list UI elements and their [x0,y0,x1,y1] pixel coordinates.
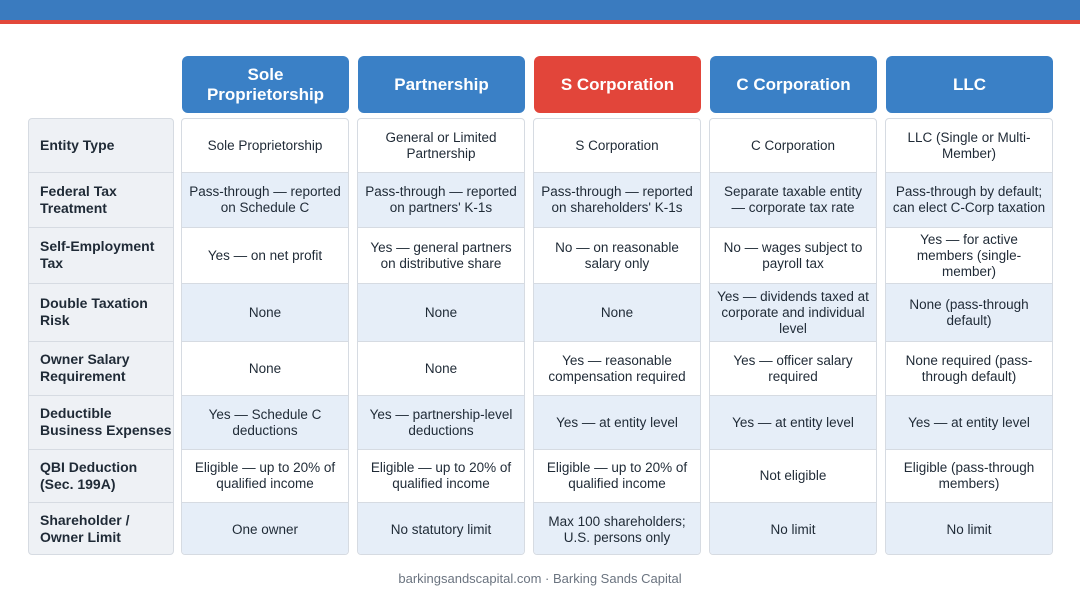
header-s-corporation [534,56,701,113]
table-cell: None [534,284,700,342]
column-c-corporation [709,118,877,555]
table-cell: No statutory limit [358,503,524,555]
table-cell: None required (pass-through default) [886,342,1052,396]
table-cell: General or Limited Partnership [358,119,524,173]
row-divider [29,172,173,173]
table-cell: No — on reasonable salary only [534,228,700,284]
table-cell: No limit [886,503,1052,555]
row-divider [29,449,173,450]
table-cell: Yes — at entity level [534,396,700,450]
row-label: QBI Deduction (Sec. 199A) [40,458,138,492]
top-accent-line [0,20,1080,24]
column-llc [885,118,1053,555]
table-cell: Eligible — up to 20% of qualified income [358,450,524,503]
table-cell: Eligible — up to 20% of qualified income [182,450,348,503]
table-cell: Yes — on net profit [182,228,348,284]
header-label: C Corporation [736,74,851,94]
footer-credit: barkingsandscapital.com · Barking Sands Capital [398,571,682,586]
table-cell: C Corporation [710,119,876,173]
column-s-corporation [533,118,701,555]
row-label: Double Taxation Risk [40,295,148,328]
header-llc [886,56,1053,113]
row-label: Entity Type [40,136,115,153]
table-cell: Yes — Schedule C deductions [182,396,348,450]
table-cell: No — wages subject to payroll tax [710,228,876,284]
top-banner-bar [0,0,1080,20]
table-cell: Sole Proprietorship [182,119,348,173]
header-partnership [358,56,525,113]
table-cell: Not eligible [710,450,876,503]
table-cell: None [358,342,524,396]
header-label: S Corporation [560,74,675,94]
table-cell: Yes — reasonable compensation required [534,342,700,396]
table-cell: Yes — at entity level [710,396,876,450]
row-divider [29,502,173,503]
row-label: Federal Tax Treatment [40,182,117,216]
header-c-corporation [710,56,877,113]
table-cell: Pass-through — reported on Schedule C [182,173,348,228]
table-cell: S Corporation [534,119,700,173]
table-cell: Yes — for active members (single-member) [886,228,1052,284]
row-label: Deductible Business Expenses [40,405,172,438]
table-cell: None [182,284,348,342]
table-cell: Max 100 shareholders; U.S. persons only [534,503,700,555]
row-label: Shareholder / Owner Limit [40,511,130,545]
table-cell: None [182,342,348,396]
column-sole-proprietorship [181,118,349,555]
header-label: Sole Proprietorship [206,64,325,104]
table-cell: Yes — at entity level [886,396,1052,450]
row-label: Self-Employment Tax [40,238,155,271]
table-cell: LLC (Single or Multi-Member) [886,119,1052,173]
table-cell: None (pass-through default) [886,284,1052,342]
header-label: Partnership [394,74,489,94]
table-cell: One owner [182,503,348,555]
header-sole-proprietorship [182,56,349,113]
table-cell: Pass-through — reported on partners' K-1s [358,173,524,228]
row-label: Owner Salary Requirement [40,351,130,384]
table-cell: Eligible — up to 20% of qualified income [534,450,700,503]
row-divider [29,341,173,342]
table-cell: Yes — partnership-level deductions [358,396,524,450]
row-divider [29,227,173,228]
row-divider [29,283,173,284]
table-cell: Yes — general partners on distributive share [358,228,524,284]
table-cell: Yes — officer salary required [710,342,876,396]
table-cell: Pass-through — reported on shareholders' K-1s [534,173,700,228]
table-cell: Separate taxable entity — corporate tax rate [710,173,876,228]
row-divider [29,395,173,396]
table-cell: No limit [710,503,876,555]
table-cell: Pass-through by default; can elect C-Corp taxation [886,173,1052,228]
header-label: LLC [952,74,987,94]
column-partnership [357,118,525,555]
table-cell: None [358,284,524,342]
table-cell: Eligible (pass-through members) [886,450,1052,503]
table-cell: Yes — dividends taxed at corporate and individual level [710,284,876,342]
